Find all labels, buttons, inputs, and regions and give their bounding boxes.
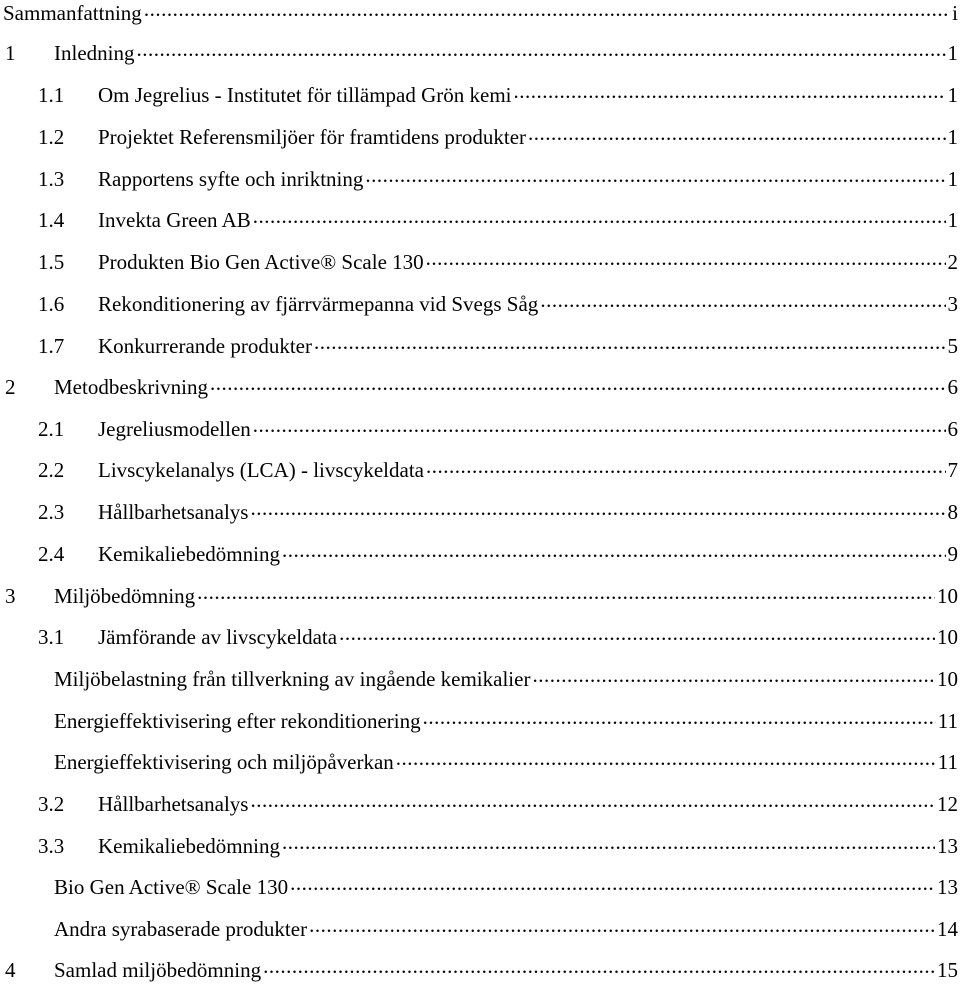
toc-entry-title: Sammanfattning xyxy=(3,1,142,25)
toc-dot-leader xyxy=(250,499,945,519)
toc-page-number: 1 xyxy=(947,41,958,65)
toc-page-number: 1 xyxy=(947,83,958,107)
toc-dot-leader xyxy=(426,249,946,269)
toc-section-number: 1 xyxy=(5,41,16,65)
toc-page-number: 1 xyxy=(947,167,958,191)
toc-dot-leader xyxy=(210,374,946,394)
toc-section-number: 4 xyxy=(5,958,16,982)
toc-dot-leader xyxy=(253,416,946,436)
toc-entry-bio-gen-active[interactable] xyxy=(0,874,960,900)
toc-entry-sammanfattning[interactable] xyxy=(0,0,960,26)
toc-section-number: 1.6 xyxy=(38,292,65,316)
toc-entry-2-3[interactable] xyxy=(0,499,960,525)
toc-dot-leader xyxy=(290,874,935,894)
toc-entry-title: Jämförande av livscykeldata xyxy=(98,625,338,649)
toc-entry-inledning[interactable] xyxy=(0,40,960,66)
toc-entry-3-2[interactable] xyxy=(0,791,960,817)
toc-entry-metodbeskrivning[interactable] xyxy=(0,374,960,400)
toc-entry-energieffektivisering-miljopaverkan[interactable] xyxy=(0,749,960,775)
toc-entry-1-3[interactable] xyxy=(0,166,960,192)
toc-page-number: 13 xyxy=(937,875,958,899)
toc-entry-2-4[interactable] xyxy=(0,541,960,567)
toc-section-number: 2 xyxy=(5,375,16,399)
toc-entry-title: Invekta Green AB xyxy=(98,208,251,232)
toc-entry-title: Samlad miljöbedömning xyxy=(54,958,262,982)
toc-entry-title: Inledning xyxy=(54,41,135,65)
toc-page-number: 9 xyxy=(947,542,958,566)
toc-entry-samlad-miljobedomning[interactable] xyxy=(0,957,960,983)
toc-section-number: 3.2 xyxy=(38,792,65,816)
toc-page-number: 2 xyxy=(947,250,958,274)
toc-entry-title: Andra syrabaserade produkter xyxy=(54,917,308,941)
toc-entry-title: Miljöbelastning från tillverkning av ingående kemikalier xyxy=(54,667,531,691)
toc-entry-1-2[interactable] xyxy=(0,124,960,150)
toc-dot-leader xyxy=(250,791,935,811)
toc-entry-title: Kemikaliebedömning xyxy=(98,834,280,858)
toc-page-number: 13 xyxy=(937,834,958,858)
toc-entry-title: Om Jegrelius - Institutet för tillämpad Grön kemi xyxy=(98,83,512,107)
toc-page-number: 5 xyxy=(947,334,958,358)
toc-page-number: 10 xyxy=(937,625,958,649)
toc-page-number: 1 xyxy=(947,208,958,232)
toc-section-number: 3.3 xyxy=(38,834,65,858)
toc-page-number: 7 xyxy=(947,458,958,482)
toc-page-number: 14 xyxy=(937,917,958,941)
toc-entry-title: Hållbarhetsanalys xyxy=(98,792,249,816)
toc-page-number: 1 xyxy=(947,125,958,149)
toc-entry-title: Bio Gen Active® Scale 130 xyxy=(54,875,289,899)
toc-dot-leader xyxy=(136,40,945,60)
toc-section-number: 2.4 xyxy=(38,542,65,566)
toc-section-number: 2.3 xyxy=(38,500,65,524)
toc-dot-leader xyxy=(263,957,935,977)
toc-entry-miljobelastning[interactable] xyxy=(0,666,960,692)
toc-dot-leader xyxy=(532,666,935,686)
toc-page-number: 6 xyxy=(947,375,958,399)
toc-entry-1-1[interactable] xyxy=(0,82,960,108)
toc-dot-leader xyxy=(282,833,935,853)
toc-section-number: 1.2 xyxy=(38,125,65,149)
toc-entry-title: Miljöbedömning xyxy=(54,584,196,608)
toc-page-number: 3 xyxy=(947,292,958,316)
toc-dot-leader xyxy=(282,541,946,561)
toc-entry-title: Projektet Referensmiljöer för framtidens produkter xyxy=(98,125,527,149)
toc-page-number: 6 xyxy=(947,417,958,441)
toc-entry-title: Jegreliusmodellen xyxy=(98,417,251,441)
toc-dot-leader xyxy=(514,82,946,102)
toc-dot-leader xyxy=(528,124,945,144)
toc-entry-1-4[interactable] xyxy=(0,207,960,233)
toc-page-number: 11 xyxy=(937,709,958,733)
toc-section-number: 1.7 xyxy=(38,334,65,358)
toc-section-number: 3 xyxy=(5,584,16,608)
toc-page-number: 10 xyxy=(937,584,958,608)
toc-section-number: 3.1 xyxy=(38,625,65,649)
toc-entry-title: Livscykelanalys (LCA) - livscykeldata xyxy=(98,458,424,482)
toc-entry-title: Kemikaliebedömning xyxy=(98,542,280,566)
toc-entry-miljobedomning[interactable] xyxy=(0,583,960,609)
toc-section-number: 1.1 xyxy=(38,83,65,107)
toc-entry-title: Metodbeskrivning xyxy=(54,375,208,399)
toc-section-number: 1.3 xyxy=(38,167,65,191)
toc-dot-leader xyxy=(253,207,946,227)
toc-entry-1-7[interactable] xyxy=(0,333,960,359)
toc-entry-title: Rekonditionering av fjärrvärmepanna vid Svegs Såg xyxy=(98,292,539,316)
toc-dot-leader xyxy=(426,457,946,477)
toc-dot-leader xyxy=(339,624,935,644)
toc-entry-1-6[interactable] xyxy=(0,291,960,317)
toc-dot-leader xyxy=(144,0,950,20)
toc-page-number: 15 xyxy=(937,958,958,982)
toc-dot-leader xyxy=(314,333,946,353)
toc-section-number: 1.5 xyxy=(38,250,65,274)
toc-entry-title: Konkurrerande produkter xyxy=(98,334,312,358)
toc-entry-3-3[interactable] xyxy=(0,833,960,859)
toc-dot-leader xyxy=(423,708,936,728)
toc-entry-andra-syrabaserade[interactable] xyxy=(0,916,960,942)
toc-entry-title: Produkten Bio Gen Active® Scale 130 xyxy=(98,250,424,274)
toc-entry-energieffektivisering-rekonditionering[interactable] xyxy=(0,708,960,734)
toc-dot-leader xyxy=(540,291,945,311)
toc-page-number: 12 xyxy=(937,792,958,816)
toc-entry-2-1[interactable] xyxy=(0,416,960,442)
toc-entry-title: Hållbarhetsanalys xyxy=(98,500,249,524)
toc-dot-leader xyxy=(365,166,945,186)
toc-dot-leader xyxy=(197,583,935,603)
toc-section-number: 1.4 xyxy=(38,208,65,232)
toc-page-number: 8 xyxy=(947,500,958,524)
toc-entry-2-2[interactable] xyxy=(0,457,960,483)
toc-entry-title: Rapportens syfte och inriktning xyxy=(98,167,364,191)
toc-section-number: 2.1 xyxy=(38,417,65,441)
toc-dot-leader xyxy=(309,916,935,936)
toc-entry-title: Energieffektivisering och miljöpåverkan xyxy=(54,750,394,774)
toc-page-number: 11 xyxy=(937,750,958,774)
toc-section-number: 2.2 xyxy=(38,458,65,482)
toc-entry-1-5[interactable] xyxy=(0,249,960,275)
toc-page-number: i xyxy=(952,1,958,25)
toc-dot-leader xyxy=(396,749,936,769)
toc-entry-title: Energieffektivisering efter rekonditionering xyxy=(54,709,421,733)
toc-page-number: 10 xyxy=(937,667,958,691)
toc-entry-3-1[interactable] xyxy=(0,624,960,650)
